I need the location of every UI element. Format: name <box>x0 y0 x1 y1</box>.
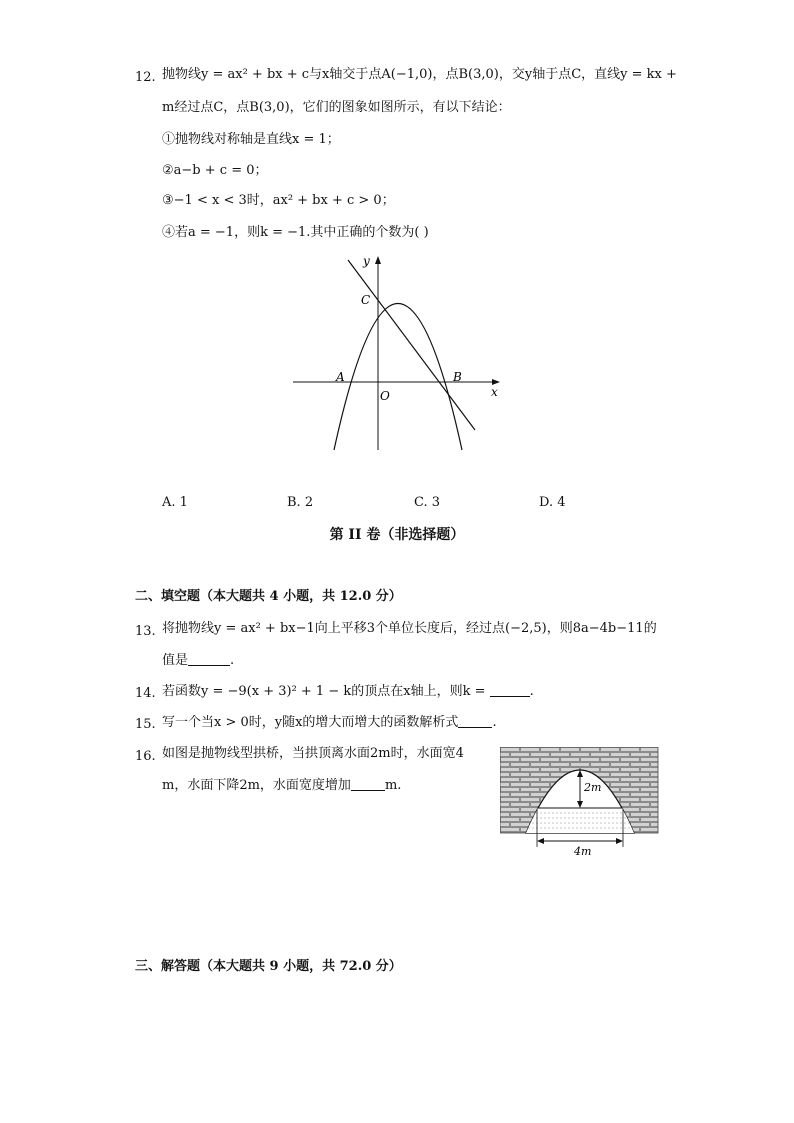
q12-number: 12. <box>135 70 156 85</box>
q13-answer-blank <box>188 651 230 666</box>
q16-arch-bridge-figure <box>500 747 660 859</box>
q15-text <box>162 713 497 732</box>
q16-text-b: m，水面下降2m，水面宽度增加 <box>162 778 351 793</box>
section3-title: 三、解答题（本大题共 9 小题，共 72.0 分） <box>135 959 402 974</box>
part2-title: 第 II 卷（非选择题） <box>329 527 465 543</box>
label-A: A <box>336 370 345 384</box>
q13-number: 13. <box>135 624 156 639</box>
q15-text-b: . <box>492 715 497 730</box>
section2-title: 二、填空题（本大题共 4 小题，共 12.0 分） <box>135 589 402 604</box>
label-O: O <box>380 389 390 403</box>
q12-parabola-graph <box>285 250 510 455</box>
q14-answer-blank <box>490 682 530 697</box>
q12-option-b: B. 2 <box>287 495 314 510</box>
line-cb <box>348 260 475 430</box>
q12-statement-2: ②a−b + c = 0； <box>162 163 268 178</box>
label-x: x <box>491 385 498 399</box>
q13-text-line1: 将抛物线y = ax² + bx−1向上平移3个单位长度后，经过点(−2,5)，则8a−4b−11的 <box>162 621 657 636</box>
label-B: B <box>453 370 462 384</box>
q12-option-a: A. 1 <box>162 495 188 510</box>
q12-option-d: D. 4 <box>539 495 566 510</box>
q12-statement-1: ①抛物线对称轴是直线x = 1； <box>162 132 340 147</box>
q15-answer-blank <box>458 713 492 728</box>
q16-text-c: m. <box>384 778 402 793</box>
y-axis-arrow <box>375 256 381 264</box>
height-label: 2m <box>584 781 602 794</box>
q14-text-b: . <box>529 684 534 699</box>
q16-text-line1: 如图是抛物线型拱桥，当拱顶离水面2m时，水面宽4 <box>162 746 464 761</box>
q14-number: 14. <box>135 686 156 701</box>
q13-text-c: . <box>230 653 235 668</box>
label-C: C <box>361 293 371 307</box>
q12-statement-4: ④若a = −1，则k = −1.其中正确的个数为( ) <box>162 225 429 240</box>
q14-text-a: 若函数y = −9(x + 3)² + 1 − k的顶点在x轴上，则k = <box>162 684 490 699</box>
q13-text-line2 <box>162 651 234 670</box>
q15-number: 15. <box>135 717 156 732</box>
q12-option-c: C. 3 <box>414 495 441 510</box>
width-label: 4m <box>574 845 592 858</box>
q13-text-b: 值是 <box>162 653 189 668</box>
q12-text-line2: m经过点C，点B(3,0)，它们的图象如图所示，有以下结论： <box>162 100 511 115</box>
q12-statement-3: ③−1 < x < 3时，ax² + bx + c > 0； <box>162 193 395 208</box>
q12-text-line1: 抛物线y = ax² + bx + c与x轴交于点A(−1,0)，点B(3,0)，交y轴于点C，直线y = kx + <box>162 67 677 82</box>
q16-answer-blank <box>351 776 385 791</box>
q16-text-line2 <box>162 776 401 795</box>
q16-number: 16. <box>135 749 156 764</box>
parabola-curve <box>334 304 462 451</box>
q15-text-a: 写一个当x > 0时，y随x的增大而增大的函数解析式 <box>162 715 459 730</box>
label-y: y <box>363 254 370 268</box>
q14-text <box>162 682 534 701</box>
